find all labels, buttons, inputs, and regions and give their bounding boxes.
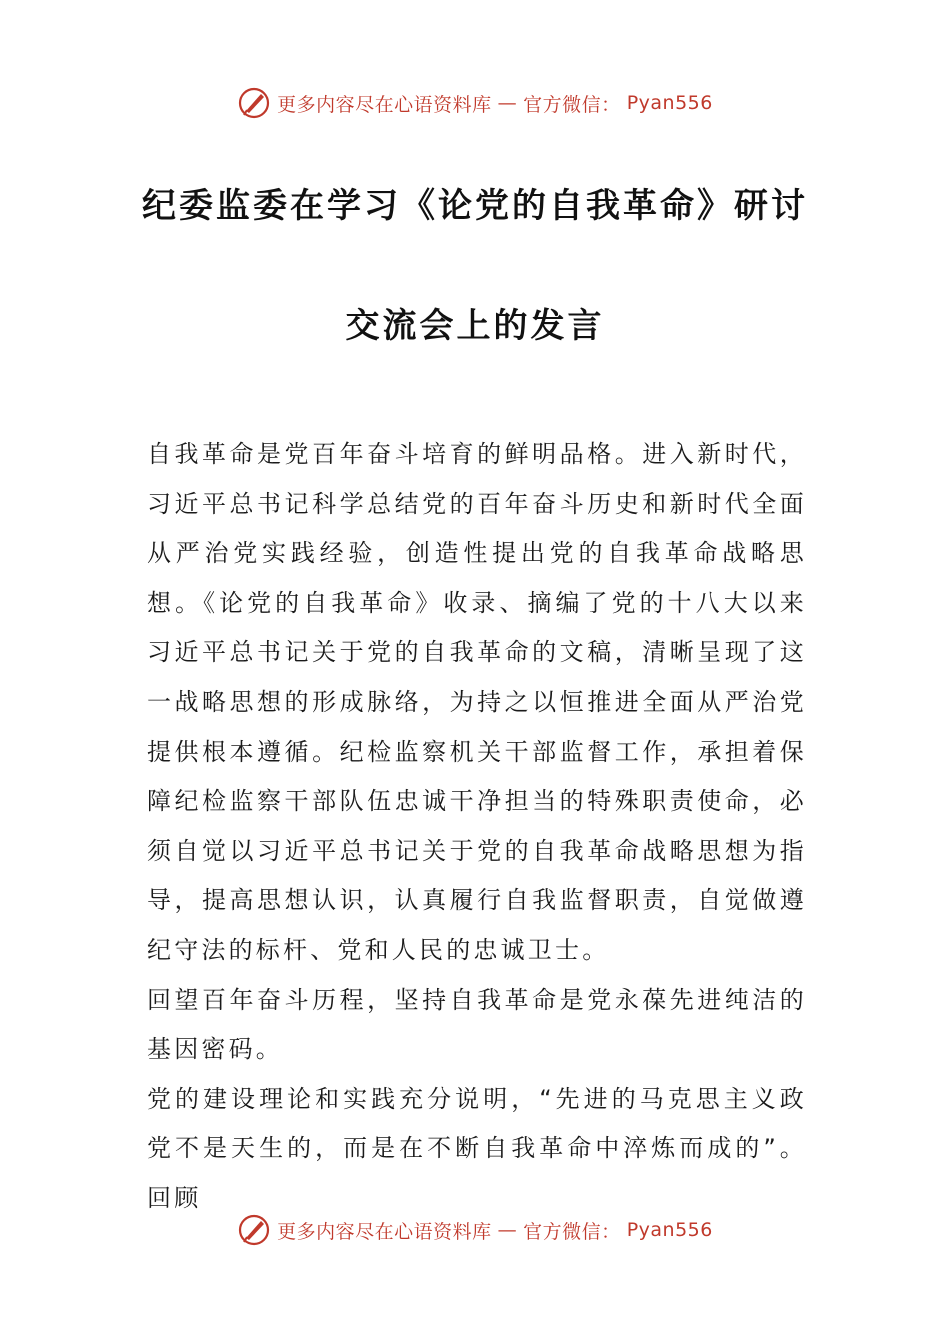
watermark-separator: — xyxy=(497,92,518,114)
body-paragraph: 自我革命是党百年奋斗培育的鲜明品格。进入新时代，习近平总书记科学总结党的百年奋斗历史和新时代全面从严治党实践经验，创造性提出党的自我革命战略思想。《论党的自我革命》收录、摘编了党的十八大以来习近平总书记关于党的自我革命的文稿，清晰呈现了这一战略思想的形成脉络，为持之以恒推进全面从严治党提供根本遵循。纪检监察机关干部监督工作，承担着保障纪检监察干部队伍忠诚干净担当的特殊职责使命，必须自觉以习近平总书记关于党的自我革命战略思想为指导，提高思想认识，认真履行自我监督职责，自觉做遵纪守法的标杆、党和人民的忠诚卫士。 xyxy=(147,440,807,964)
watermark-text: 更多内容尽在心语资料库 xyxy=(277,1220,492,1243)
document-title-line2: 交流会上的发言 xyxy=(345,306,605,346)
document-body xyxy=(147,430,807,1224)
body-paragraph: 党的建设理论和实践充分说明，“先进的马克思主义政党不是天生的，而是在不断自我革命中淬炼而成的”。回顾 xyxy=(147,1084,807,1212)
watermark-account: Pyan556 xyxy=(626,1219,713,1241)
quill-logo-icon xyxy=(237,86,271,120)
watermark-wechat-label: 官方微信： xyxy=(523,1220,621,1243)
watermark-account: Pyan556 xyxy=(626,92,713,114)
document-title-line1: 纪委监委在学习《论党的自我革命》研讨 xyxy=(142,186,808,226)
body-paragraph: 回望百年奋斗历程，坚持自我革命是党永葆先进纯洁的基因密码。 xyxy=(147,985,807,1064)
watermark-wechat-label: 官方微信： xyxy=(523,93,621,116)
header-watermark xyxy=(0,86,950,120)
footer-watermark xyxy=(0,1213,950,1247)
watermark-separator: — xyxy=(497,1219,518,1241)
quill-logo-icon xyxy=(237,1213,271,1247)
watermark-text: 更多内容尽在心语资料库 xyxy=(277,93,492,116)
